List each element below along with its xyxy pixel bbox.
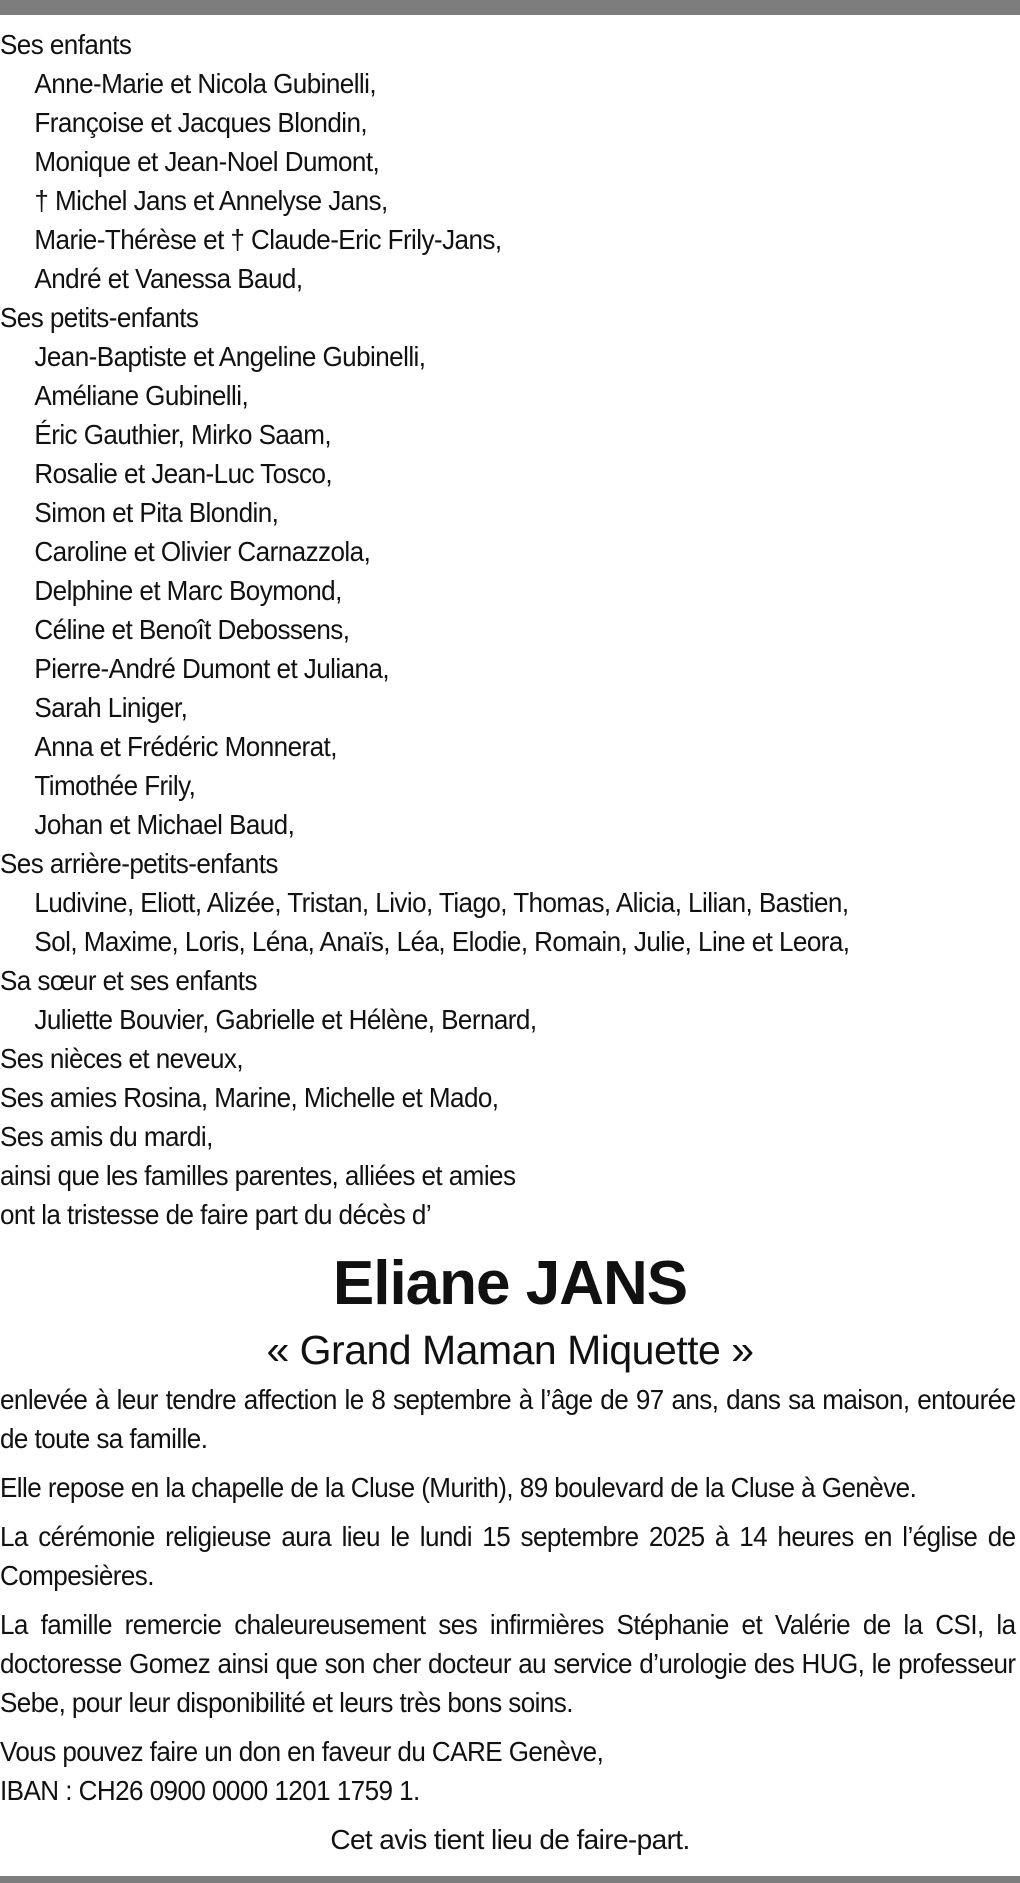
family-group-heading: ont la tristesse de faire part du décès d’ — [0, 1199, 432, 1230]
family-member-line: Marie-Thérèse et † Claude-Eric Frily-Jans, — [34, 224, 502, 255]
iban-line: IBAN : CH26 0900 0000 1201 1759 1. — [0, 1775, 420, 1806]
family-group-heading: Ses arrière-petits-enfants — [0, 848, 278, 879]
family-group-heading: ainsi que les familles parentes, alliées et amies — [0, 1160, 516, 1191]
donation-line: Vous pouvez faire un don en faveur du CARE Genève, — [0, 1736, 604, 1767]
top-border — [0, 0, 1020, 15]
family-group-heading: Ses nièces et neveux, — [0, 1043, 244, 1074]
family-member-line: Monique et Jean-Noel Dumont, — [34, 146, 380, 177]
family-member-line: Sol, Maxime, Loris, Léna, Anaïs, Léa, Elodie, Romain, Julie, Line et Leora, — [34, 926, 850, 957]
donation-block — [0, 1732, 1016, 1810]
family-member-line: Anne-Marie et Nicola Gubinelli, — [34, 68, 377, 99]
paragraph-ceremony: La cérémonie religieuse aura lieu le lundi 15 septembre 2025 à 14 heures en l’église de Compesières. — [0, 1521, 1016, 1591]
family-group-heading: Ses amis du mardi, — [0, 1121, 213, 1152]
family-member-line: Pierre-André Dumont et Juliana, — [34, 653, 390, 684]
family-member-line: Sarah Liniger, — [34, 692, 188, 723]
family-member-line: Éric Gauthier, Mirko Saam, — [34, 419, 332, 450]
deceased-nickname: « Grand Maman Miquette » — [266, 1327, 754, 1373]
family-group-heading: Ses amies Rosina, Marine, Michelle et Mado, — [0, 1082, 499, 1113]
family-member-line: Rosalie et Jean-Luc Tosco, — [34, 458, 333, 489]
closing-note: Cet avis tient lieu de faire-part. — [330, 1824, 690, 1855]
family-group-heading: Ses petits-enfants — [0, 302, 199, 333]
paragraph-passing: enlevée à leur tendre affection le 8 septembre à l’âge de 97 ans, dans sa maison, entourée de toute sa famille. — [0, 1384, 1016, 1454]
family-list — [0, 25, 1020, 1234]
deceased-name: Eliane JANS — [332, 1249, 688, 1318]
family-member-line: André et Vanessa Baud, — [34, 263, 303, 294]
family-group-heading: Ses enfants — [0, 29, 132, 60]
family-member-line: Jean-Baptiste et Angeline Gubinelli, — [34, 341, 426, 372]
family-member-line: Delphine et Marc Boymond, — [34, 575, 342, 606]
family-member-line: Céline et Benoît Debossens, — [34, 614, 350, 645]
family-member-line: † Michel Jans et Annelyse Jans, — [34, 185, 388, 216]
family-member-line: Ludivine, Eliott, Alizée, Tristan, Livio, Tiago, Thomas, Alicia, Lilian, Bastien, — [34, 887, 849, 918]
paragraph-resting-place: Elle repose en la chapelle de la Cluse (Murith), 89 boulevard de la Cluse à Genève. — [0, 1472, 917, 1503]
family-member-line: Johan et Michael Baud, — [34, 809, 295, 840]
obituary-notice — [0, 25, 1020, 1859]
family-member-line: Juliette Bouvier, Gabrielle et Hélène, Bernard, — [34, 1004, 537, 1035]
family-member-line: Caroline et Olivier Carnazzola, — [34, 536, 371, 567]
family-member-line: Timothée Frily, — [34, 770, 196, 801]
family-member-line: Anna et Frédéric Monnerat, — [34, 731, 337, 762]
bottom-border — [0, 1876, 1020, 1883]
family-group-heading: Sa sœur et ses enfants — [0, 965, 257, 996]
paragraph-thanks: La famille remercie chaleureusement ses infirmières Stéphanie et Valérie de la CSI, la doctoresse Gomez ainsi que son cher docteur au service d’urologie des HUG, le professeur Sebe, pour leur disponibilité et leurs très bons soins. — [0, 1609, 1016, 1718]
family-member-line: Simon et Pita Blondin, — [34, 497, 279, 528]
family-member-line: Améliane Gubinelli, — [34, 380, 249, 411]
family-member-line: Françoise et Jacques Blondin, — [34, 107, 368, 138]
